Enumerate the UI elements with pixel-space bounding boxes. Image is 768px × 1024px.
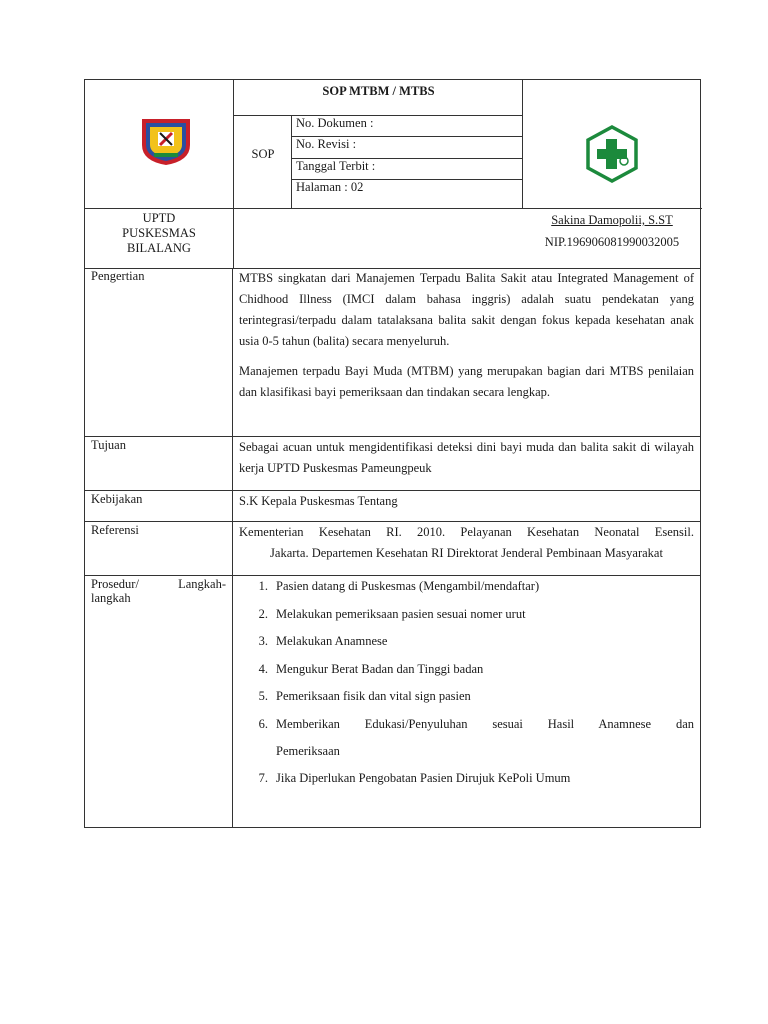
reference-line: Kementerian Kesehatan RI. 2010. Pelayanan Kesehatan Neonatal Esensil. — [239, 525, 694, 539]
label-part: Langkah- — [178, 577, 226, 591]
section-content — [233, 522, 700, 575]
step-number-spacer — [239, 741, 276, 761]
section-row-pengertian — [85, 268, 700, 437]
list-item-continuation — [239, 741, 694, 761]
step-text: Mengukur Berat Badan dan Tinggi badan — [276, 661, 484, 676]
label-line — [91, 577, 226, 591]
step-number: 1. — [258, 579, 268, 593]
puskesmas-logo-icon — [582, 125, 642, 183]
sop-header — [84, 79, 701, 269]
step-text: Memberikan Edukasi/Penyuluhan sesuai Hasil Anamnese dan — [276, 716, 694, 731]
paragraph: MTBS singkatan dari Manajemen Terpadu Balita Sakit atau Integrated Management of Chidhood Illness (IMCI dalam bahasa inggris) adalah suatu pendekatan yang terintegrasi/terpadu dalam tatalaksana balita sakit dengan fokus kepada kesehatan anak usia 0-5 tahun (balita) secara menyeluruh. — [239, 271, 694, 348]
org-line: PUSKESMAS — [122, 226, 196, 240]
section-content — [233, 576, 700, 827]
section-content: Sebagai acuan untuk mengidentifikasi deteksi dini bayi muda dan balita sakit di wilayah kerja UPTD Puskesmas Pameungpeuk — [239, 440, 694, 475]
section-row-referensi — [85, 522, 700, 576]
step-text: Pasien datang di Puskesmas (Mengambil/mendaftar) — [276, 579, 540, 593]
section-row-prosedur — [85, 576, 700, 828]
header-divider — [291, 115, 292, 208]
header-divider — [233, 80, 234, 268]
org-line: UPTD — [142, 211, 176, 225]
header-divider — [522, 80, 523, 208]
label-part: Prosedur/ — [91, 577, 139, 591]
document-number-field: No. Dokumen : — [296, 116, 374, 130]
list-item — [239, 659, 694, 679]
org-line: BILALANG — [127, 241, 191, 255]
section-label: Tujuan — [85, 437, 233, 490]
section-content: S.K Kepala Puskesmas Tentang — [239, 494, 398, 508]
label-line: langkah — [91, 591, 131, 605]
page-number-field: Halaman : 02 — [296, 180, 364, 194]
section-label — [85, 576, 233, 827]
step-number: 3. — [258, 634, 268, 648]
issue-date-field: Tanggal Terbit : — [296, 159, 376, 173]
section-label: Kebijakan — [85, 491, 233, 521]
sop-label: SOP — [251, 147, 275, 161]
signatory-nip: NIP.196906081990032005 — [544, 235, 680, 249]
list-item — [239, 714, 694, 734]
section-label: Pengertian — [85, 268, 233, 436]
document-title: SOP MTBM / MTBS — [322, 84, 435, 98]
procedure-steps — [239, 576, 694, 788]
header-divider — [85, 208, 702, 209]
reference-line: Jakarta. Departemen Kesehatan RI Direktorat Jenderal Pembinaan Masyarakat — [270, 546, 663, 560]
list-item — [239, 576, 694, 596]
list-item — [239, 604, 694, 624]
section-label: Referensi — [85, 522, 233, 575]
organization-name — [85, 211, 233, 256]
step-number: 6. — [258, 716, 268, 731]
section-row-kebijakan — [85, 491, 700, 522]
header-divider — [233, 115, 522, 116]
step-text: Pemeriksaan fisik dan vital sign pasien — [276, 689, 471, 703]
list-item — [239, 686, 694, 706]
step-number: 2. — [258, 606, 268, 621]
sop-content-table — [84, 268, 701, 828]
step-number: 5. — [258, 689, 268, 703]
step-text: Melakukan pemeriksaan pasien sesuai nomer urut — [276, 606, 526, 621]
paragraph: Manajemen terpadu Bayi Muda (MTBM) yang merupakan bagian dari MTBS penilaian dan klasifikasi bayi pemeriksaan dan tindakan secara lengkap. — [239, 364, 694, 399]
signatory-name: Sakina Damopolii, S.ST — [551, 213, 673, 227]
step-number: 4. — [258, 661, 268, 676]
step-text: Melakukan Anamnese — [276, 634, 388, 648]
revision-number-field: No. Revisi : — [296, 137, 357, 151]
step-text: Jika Diperlukan Pengobatan Pasien Dirujuk KePoli Umum — [276, 771, 571, 785]
step-text: Pemeriksaan — [276, 743, 340, 758]
regency-emblem-icon — [138, 115, 194, 167]
list-item — [239, 631, 694, 651]
section-content — [233, 268, 700, 436]
step-number: 7. — [258, 771, 268, 785]
section-row-tujuan — [85, 437, 700, 491]
list-item — [239, 768, 694, 788]
